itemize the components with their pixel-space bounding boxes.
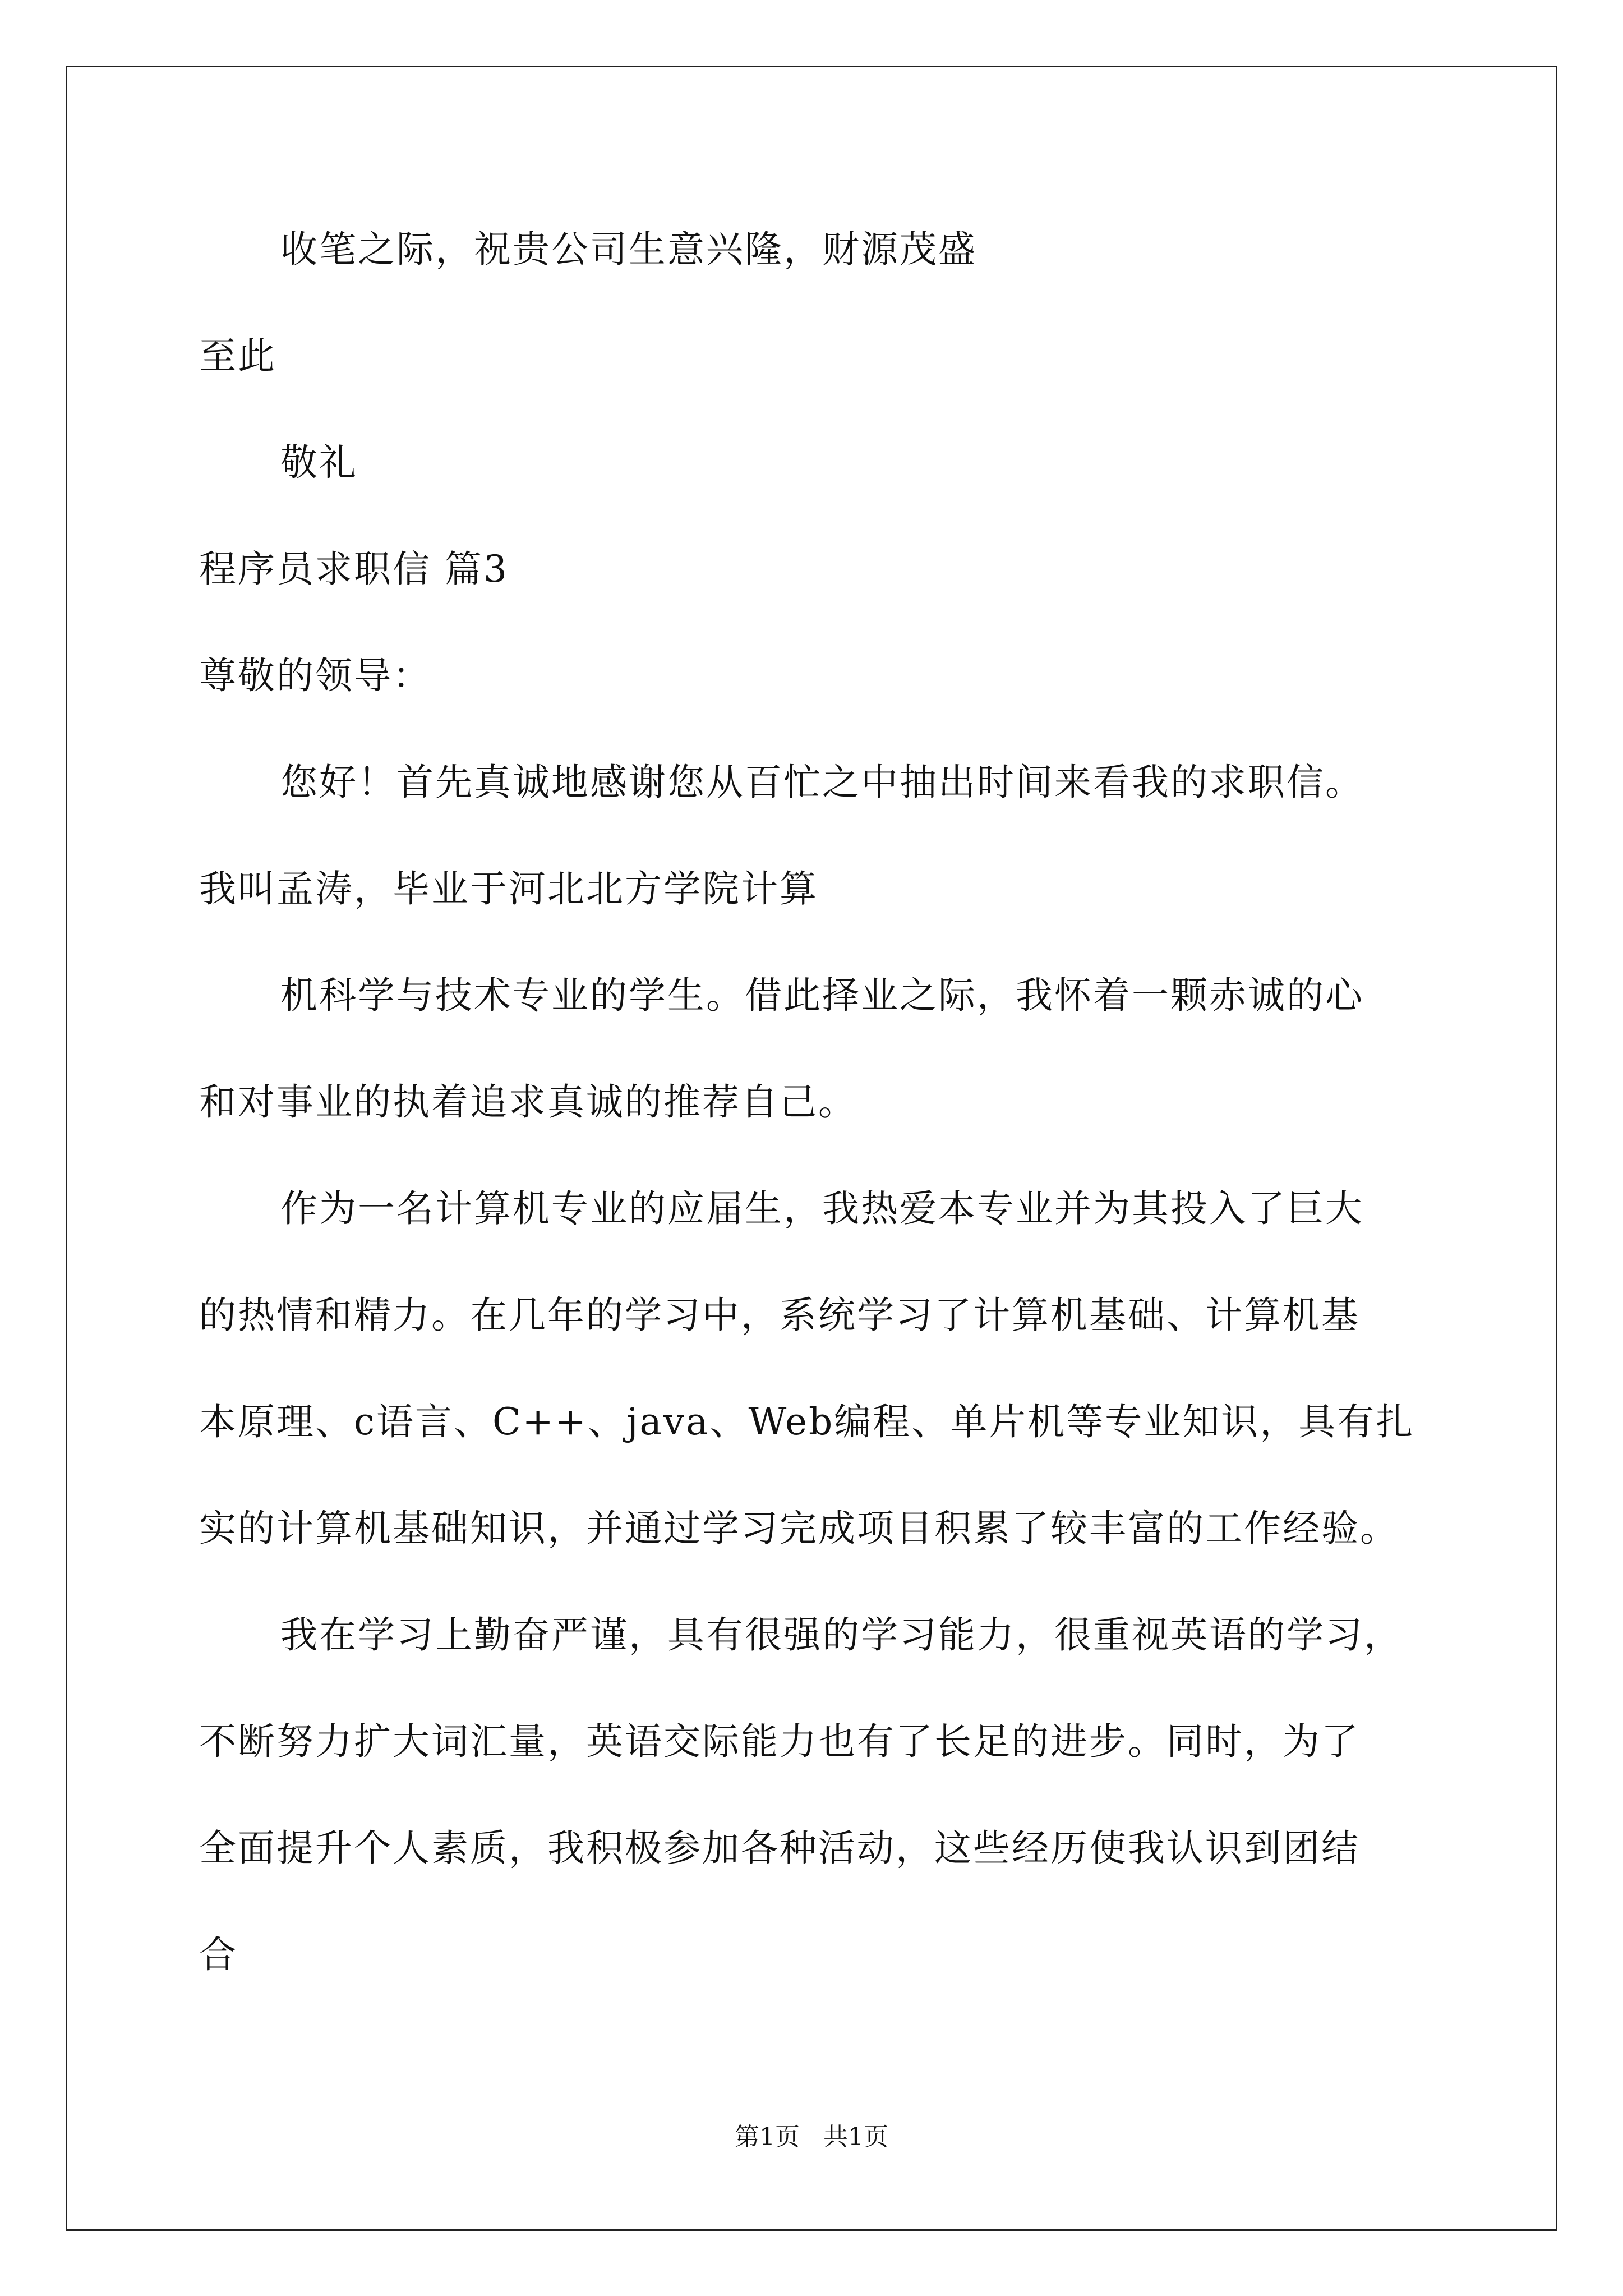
text-line: 实的计算机基础知识，并通过学习完成项目积累了较丰富的工作经验。 — [199, 1507, 1399, 1550]
section-heading: 程序员求职信 篇3 — [199, 547, 509, 591]
text-line: 全面提升个人素质，我积极参加各种活动，这些经历使我认识到团结 — [199, 1826, 1360, 1870]
text-line: 作为一名计算机专业的应届生，我热爱本专业并为其投入了巨大 — [280, 1187, 1364, 1230]
text-line: 至此 — [199, 334, 276, 378]
salutation: 尊敬的领导： — [199, 654, 431, 697]
text-line: 本原理、c语言、C++、java、Web编程、单片机等专业知识，具有扎 — [199, 1400, 1415, 1443]
page-footer: 第1页 共1页 — [735, 2123, 888, 2151]
text-line: 敬礼 — [280, 441, 358, 484]
text-line: 我在学习上勤奋严谨，具有很强的学习能力，很重视英语的学习， — [280, 1613, 1403, 1657]
text-line: 不断努力扩大词汇量，英语交际能力也有了长足的进步。同时，为了 — [199, 1720, 1360, 1763]
text-line: 您好！首先真诚地感谢您从百忙之中抽出时间来看我的求职信。 — [280, 761, 1364, 804]
text-line: 机科学与技术专业的学生。借此择业之际，我怀着一颗赤诚的心 — [280, 974, 1364, 1017]
text-line: 和对事业的执着追求真诚的推荐自己。 — [199, 1080, 857, 1124]
page-border — [66, 66, 1557, 2231]
text-line: 收笔之际，祝贵公司生意兴隆，财源茂盛 — [280, 228, 977, 271]
text-line: 我叫孟涛，毕业于河北北方学院计算 — [199, 867, 818, 910]
text-line: 合 — [199, 1933, 238, 1976]
text-line: 的热情和精力。在几年的学习中，系统学习了计算机基础、计算机基 — [199, 1294, 1360, 1337]
